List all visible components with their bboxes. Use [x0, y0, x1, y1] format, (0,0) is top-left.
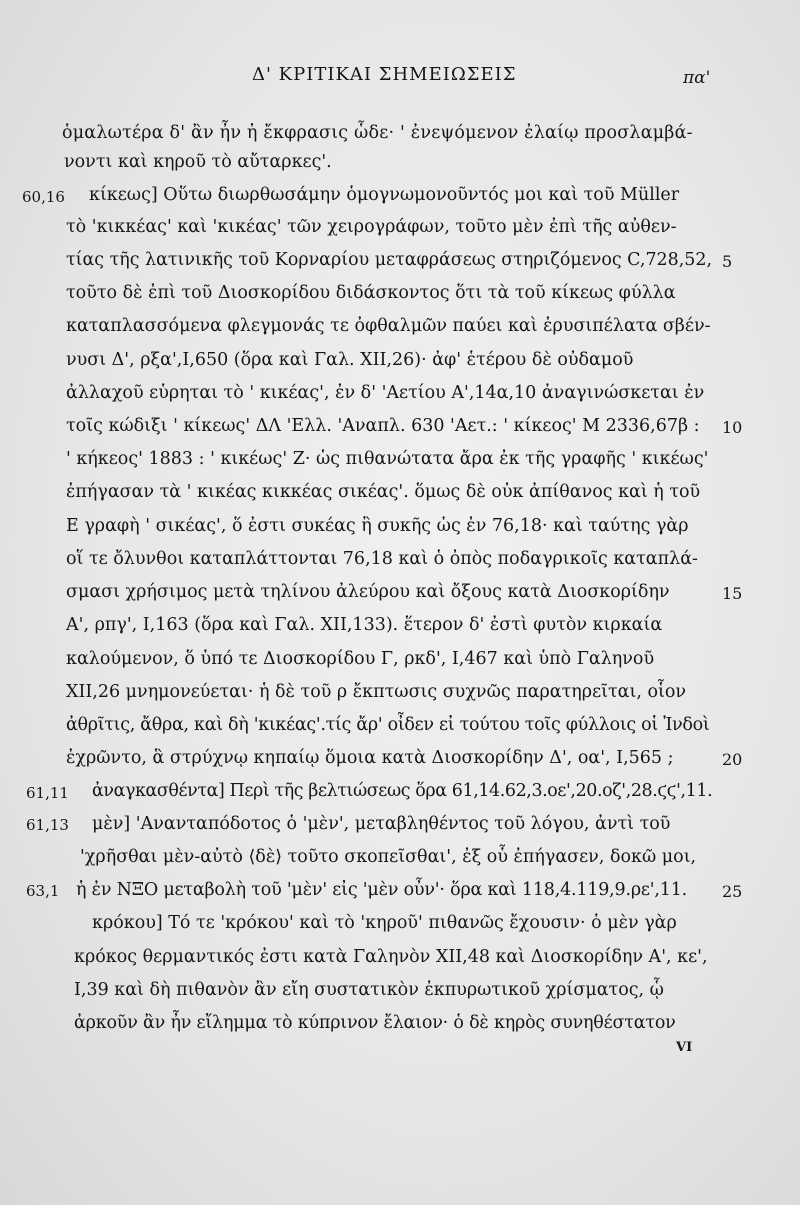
text-line: Ι,39 καὶ δὴ πιθανὸν ἂν εἴη συστατικὸν ἐκπυρωτικοῦ χρίσματος, ᾧ	[74, 980, 664, 1000]
line-number: 10	[722, 418, 743, 437]
text-line: ἀλλαχοῦ εὑρηται τὸ ' κικέας', ἐν δ' 'Αετίου Α',14α,10 ἀναγινώσκεται ἐν	[66, 383, 705, 403]
running-head-title: Δ' ΚΡΙΤΙΚΑΙ ΣΗΜΕΙΩΣΕΙΣ	[252, 64, 517, 85]
margin-reference: 60,16	[22, 188, 65, 206]
text-line: τοῖς κώδιξι ' κίκεως' ΔΛ 'Ελλ. 'Αναπλ. 630 'Αετ.: ' κίκεος' Μ 2336,67β :	[66, 416, 700, 436]
text-line: σμασι χρήσιμος μετὰ τηλίνου ἀλεύρου καὶ ὄξους κατὰ Διοσκορίδην	[66, 582, 670, 602]
margin-reference: 61,11	[26, 784, 69, 802]
text-line: 'χρῆσθαι μὲν-αὐτὸ ⟨δὲ⟩ τοῦτο σκοπεῖσθαι', ἐξ οὗ ἐπήγασεν, δοκῶ μοι,	[80, 847, 697, 867]
text-line: ' κήκεος' 1883 : ' κικέως' Ζ· ὡς πιθανώτατα ἄρα ἐκ τῆς γραφῆς ' κικέως'	[66, 449, 709, 469]
margin-reference: 63,1	[26, 882, 60, 900]
text-line: κίκεως] Οὕτω διωρθωσάμην ὁμογνωμονοῦντός μοι καὶ τοῦ Müller	[89, 185, 680, 205]
text-line: νοντι καὶ κηροῦ τὸ αὔταρκες'.	[64, 152, 332, 172]
line-number: 20	[722, 750, 743, 769]
page-folio-number: πα'	[683, 68, 711, 88]
text-line: καλούμενον, ὅ ὑπό τε Διοσκορίδου Γ, ρκδ', Ι,467 καὶ ὑπὸ Γαληνοῦ	[66, 649, 655, 669]
text-line: κρόκος θερμαντικός ἐστι κατὰ Γαληνὸν XII,48 καὶ Διοσκορίδην Α', κε',	[74, 947, 708, 967]
text-line: Ε γραφὴ ' σικέας', ὅ ἐστι συκέας ἢ συκῆς ὡς ἐν 76,18· καὶ ταύτης γὰρ	[66, 516, 689, 536]
text-line: Α', ρπγ', Ι,163 (ὅρα καὶ Γαλ. XII,133). ἕτερον δ' ἐστὶ φυτὸν κιρκαία	[66, 615, 663, 635]
text-line: καταπλασσόμενα φλεγμονάς τε ὀφθαλμῶν παύει καὶ ἐρυσιπέλατα σβέν-	[66, 316, 711, 336]
text-line: ἐχρῶντο, ἃ στρύχνῳ κηπαίῳ ὅμοια κατὰ Διοσκορίδην Δ', οα', Ι,565 ;	[66, 748, 674, 768]
text-line: τίας τῆς λατινικῆς τοῦ Κορναρίου μεταφράσεως στηριζόμενος C,728,52,	[66, 250, 713, 270]
text-line: μὲν] 'Ανανταπόδοτος ὁ 'μὲν', μεταβληθέντος τοῦ λόγου, ἀντὶ τοῦ	[92, 814, 671, 834]
line-number: 25	[722, 882, 743, 901]
text-line: τοῦτο δὲ ἐπὶ τοῦ Διοσκορίδου διδάσκοντος ὅτι τὰ τοῦ κίκεως φύλλα	[66, 283, 676, 303]
text-line: ἀναγκασθέντα] Περὶ τῆς βελτιώσεως ὅρα 61,14.62,3.οε',20.οζ',28.ϛϛ',11.	[92, 781, 713, 801]
text-line: τὸ 'κικκέας' καὶ 'κικέας' τῶν χειρογράφων, τοῦτο μὲν ἐπὶ τῆς αὐθεν-	[66, 217, 677, 237]
signature-mark: VI	[676, 1040, 693, 1055]
line-number: 15	[722, 584, 743, 603]
text-line: XII,26 μνημονεύεται· ἡ δὲ τοῦ ρ ἔκπτωσις συχνῶς παρατηρεῖται, οἷον	[66, 682, 687, 702]
text-line: οἵ τε ὄλυνθοι καταπλάττονται 76,18 καὶ ὁ ὀπὸς ποδαγρικοῖς καταπλά-	[66, 549, 698, 569]
line-number: 5	[722, 252, 733, 271]
text-line: ἀρκοῦν ἂν ἦν εἴλημμα τὸ κύπρινον ἔλαιον· ὁ δὲ κηρὸς συνηθέστατον	[74, 1013, 676, 1033]
text-line: ἡ ἐν ΝΞΟ μεταβολὴ τοῦ 'μὲν' εἰς 'μὲν οὖν'· ὅρα καὶ 118,4.119,9.ρε',11.	[76, 880, 687, 900]
text-line: ἐπήγασαν τὰ ' κικέας κικκέας σικέας'. ὅμως δὲ οὐκ ἀπίθανος καὶ ἡ τοῦ	[66, 482, 701, 502]
text-line: ἀθρῖτις, ἄθρα, καὶ δὴ 'κικέας'.τίς ἄρ' οἶδεν εἰ τούτου τοῖς φύλλοις οἱ Ἰνδοὶ	[66, 715, 710, 735]
margin-reference: 61,13	[26, 816, 69, 834]
text-line: ὁμαλωτέρα δ' ἂν ἦν ἡ ἔκφρασις ὧδε· ' ἐνεψόμενον ἐλαίῳ προσλαμβά-	[62, 123, 693, 143]
text-line: κρόκου] Τό τε 'κρόκου' καὶ τὸ 'κηροῦ' πιθανῶς ἔχουσιν· ὁ μὲν γὰρ	[92, 913, 677, 933]
text-line: νυσι Δ', ρξα',Ι,650 (ὅρα καὶ Γαλ. XII,26)· ἀφ' ἑτέρου δὲ οὐδαμοῦ	[66, 350, 634, 370]
